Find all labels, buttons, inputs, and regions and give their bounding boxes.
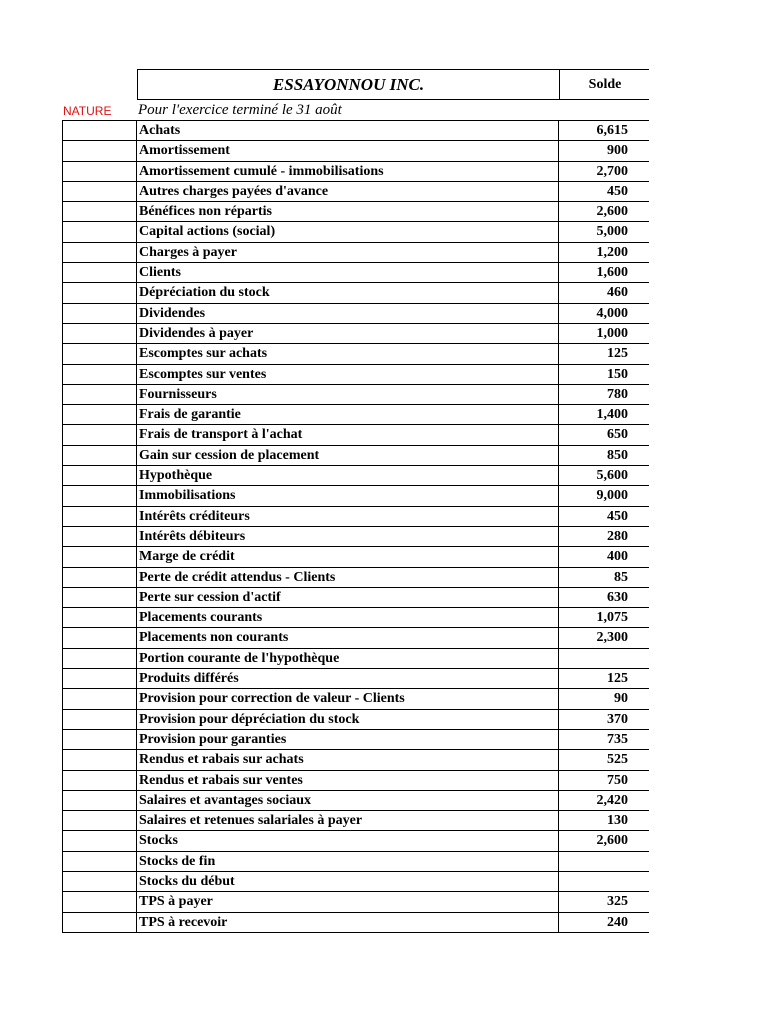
- nature-cell[interactable]: [62, 913, 137, 932]
- solde-cell: 850: [607, 447, 628, 463]
- table-row: [62, 222, 649, 242]
- table-row: [62, 872, 649, 892]
- table-row: [62, 304, 649, 324]
- account-name-cell: Dividendes à payer: [137, 324, 559, 343]
- account-name-cell: Dividendes: [137, 304, 559, 323]
- account-name-cell: Amortissement cumulé - immobilisations: [137, 162, 559, 181]
- nature-cell[interactable]: [62, 568, 137, 587]
- account-name-cell: Amortissement: [137, 141, 559, 160]
- solde-cell: 400: [607, 549, 628, 565]
- table-row: [62, 628, 649, 648]
- nature-cell[interactable]: [62, 791, 137, 810]
- nature-cell[interactable]: [62, 141, 137, 160]
- table-row: [62, 182, 649, 202]
- solde-cell: 650: [607, 427, 628, 443]
- table-row: [62, 568, 649, 588]
- account-name-cell: Escomptes sur ventes: [137, 365, 559, 384]
- solde-cell: 130: [607, 813, 628, 829]
- account-name-cell: Provision pour dépréciation du stock: [137, 710, 559, 729]
- nature-cell[interactable]: [62, 892, 137, 911]
- table-row: [62, 121, 649, 141]
- solde-cell: 280: [607, 528, 628, 544]
- table-row: [62, 283, 649, 303]
- table-row: [62, 608, 649, 628]
- table-row: [62, 466, 649, 486]
- solde-cell: 9,000: [596, 488, 628, 504]
- account-name-cell: TPS à payer: [137, 892, 559, 911]
- account-name-cell: Frais de transport à l'achat: [137, 425, 559, 444]
- solde-cell: 2,420: [596, 792, 628, 808]
- nature-cell[interactable]: [62, 405, 137, 424]
- table-row: [62, 446, 649, 466]
- account-name-cell: Escomptes sur achats: [137, 344, 559, 363]
- nature-cell[interactable]: [62, 608, 137, 627]
- nature-cell[interactable]: [62, 324, 137, 343]
- nature-cell[interactable]: [62, 649, 137, 668]
- account-name-cell: Frais de garantie: [137, 405, 559, 424]
- table-row: [62, 425, 649, 445]
- table-row: [62, 649, 649, 669]
- period-subtitle: Pour l'exercice terminé le 31 août: [138, 102, 342, 118]
- nature-cell[interactable]: [62, 304, 137, 323]
- table-row: [62, 324, 649, 344]
- nature-cell[interactable]: [62, 628, 137, 647]
- table-row: [62, 365, 649, 385]
- solde-cell: 780: [607, 386, 628, 402]
- account-name-cell: Capital actions (social): [137, 222, 559, 241]
- solde-cell: [559, 872, 649, 891]
- account-name-cell: Placements non courants: [137, 628, 559, 647]
- table-row: [62, 791, 649, 811]
- solde-cell: 125: [607, 671, 628, 687]
- table-row: [62, 892, 649, 912]
- solde-cell: 6,615: [596, 123, 628, 138]
- nature-cell[interactable]: [62, 831, 137, 850]
- solde-cell: 2,600: [596, 204, 628, 220]
- account-name-cell: Stocks de fin: [137, 852, 559, 871]
- table-row: [62, 750, 649, 770]
- table-row: [62, 162, 649, 182]
- account-name-cell: Perte de crédit attendus - Clients: [137, 568, 559, 587]
- solde-cell: 630: [607, 589, 628, 605]
- solde-cell: 460: [607, 285, 628, 301]
- nature-cell[interactable]: [62, 446, 137, 465]
- account-name-cell: Dépréciation du stock: [137, 283, 559, 302]
- table-row: [62, 771, 649, 791]
- table-row: [62, 852, 649, 872]
- nature-cell[interactable]: [62, 547, 137, 566]
- nature-cell[interactable]: [62, 730, 137, 749]
- nature-cell[interactable]: [62, 385, 137, 404]
- table-row: [62, 507, 649, 527]
- account-name-cell: Stocks du début: [137, 872, 559, 891]
- table-row: [62, 547, 649, 567]
- solde-cell: 2,700: [596, 163, 628, 179]
- account-name-cell: Salaires et retenues salariales à payer: [137, 811, 559, 830]
- account-name-cell: Bénéfices non répartis: [137, 202, 559, 221]
- nature-cell[interactable]: [62, 425, 137, 444]
- table-row: [62, 913, 649, 933]
- solde-cell: 85: [614, 569, 628, 585]
- solde-cell: 2,300: [596, 630, 628, 646]
- table-row: [62, 405, 649, 425]
- solde-cell: 2,600: [596, 833, 628, 849]
- solde-cell: [559, 852, 649, 871]
- solde-cell: 125: [607, 346, 628, 362]
- account-name-cell: Provision pour garanties: [137, 730, 559, 749]
- account-name-cell: Clients: [137, 263, 559, 282]
- account-name-cell: Intérêts créditeurs: [137, 507, 559, 526]
- nature-cell[interactable]: [62, 222, 137, 241]
- company-title: ESSAYONNOU INC.: [272, 75, 425, 94]
- account-name-cell: TPS à recevoir: [137, 913, 559, 932]
- table-row: [62, 263, 649, 283]
- nature-cell[interactable]: [62, 507, 137, 526]
- solde-cell: 4,000: [596, 305, 628, 321]
- nature-cell[interactable]: [62, 852, 137, 871]
- nature-cell[interactable]: [62, 466, 137, 485]
- table-row: [62, 831, 649, 851]
- nature-cell[interactable]: [62, 750, 137, 769]
- solde-cell: 750: [607, 772, 628, 788]
- account-balance-table: [62, 120, 649, 933]
- solde-cell: 525: [607, 752, 628, 768]
- nature-cell[interactable]: [62, 811, 137, 830]
- table-row: [62, 385, 649, 405]
- solde-cell: [559, 649, 649, 668]
- nature-cell[interactable]: [62, 689, 137, 708]
- account-name-cell: Portion courante de l'hypothèque: [137, 649, 559, 668]
- table-row: [62, 344, 649, 364]
- account-name-cell: Salaires et avantages sociaux: [137, 791, 559, 810]
- account-name-cell: Fournisseurs: [137, 385, 559, 404]
- nature-cell[interactable]: [62, 121, 137, 140]
- table-row: [62, 486, 649, 506]
- nature-cell[interactable]: [62, 162, 137, 181]
- account-name-cell: Achats: [137, 121, 559, 140]
- solde-cell: 450: [607, 508, 628, 524]
- nature-cell[interactable]: [62, 771, 137, 790]
- solde-cell: 900: [607, 143, 628, 159]
- account-name-cell: Marge de crédit: [137, 547, 559, 566]
- table-header: [137, 69, 649, 100]
- nature-cell[interactable]: [62, 365, 137, 384]
- solde-cell: 1,600: [596, 265, 628, 281]
- table-row: [62, 669, 649, 689]
- solde-cell: 1,200: [596, 244, 628, 260]
- nature-cell[interactable]: [62, 243, 137, 262]
- nature-column-label: NATURE: [63, 104, 112, 118]
- solde-cell: 325: [607, 894, 628, 910]
- solde-cell: 1,400: [596, 407, 628, 423]
- solde-cell: 240: [607, 914, 628, 930]
- table-row: [62, 730, 649, 750]
- table-row: [62, 141, 649, 161]
- nature-cell[interactable]: [62, 486, 137, 505]
- account-name-cell: Produits différés: [137, 669, 559, 688]
- nature-cell[interactable]: [62, 669, 137, 688]
- nature-cell[interactable]: [62, 527, 137, 546]
- nature-cell[interactable]: [62, 344, 137, 363]
- account-name-cell: Immobilisations: [137, 486, 559, 505]
- account-name-cell: Rendus et rabais sur ventes: [137, 771, 559, 790]
- table-row: [62, 689, 649, 709]
- solde-cell: 1,000: [596, 325, 628, 341]
- solde-cell: 1,075: [596, 610, 628, 626]
- nature-cell[interactable]: [62, 283, 137, 302]
- table-row: [62, 588, 649, 608]
- nature-cell[interactable]: [62, 872, 137, 891]
- account-name-cell: Autres charges payées d'avance: [137, 182, 559, 201]
- account-name-cell: Gain sur cession de placement: [137, 446, 559, 465]
- solde-cell: 5,000: [596, 224, 628, 240]
- nature-cell[interactable]: [62, 182, 137, 201]
- solde-cell: 5,600: [596, 468, 628, 484]
- nature-cell[interactable]: [62, 710, 137, 729]
- solde-column-header: Solde: [588, 77, 622, 92]
- nature-cell[interactable]: [62, 588, 137, 607]
- account-name-cell: Stocks: [137, 831, 559, 850]
- account-name-cell: Perte sur cession d'actif: [137, 588, 559, 607]
- solde-cell: 735: [607, 731, 628, 747]
- solde-cell: 150: [607, 366, 628, 382]
- nature-cell[interactable]: [62, 202, 137, 221]
- account-name-cell: Charges à payer: [137, 243, 559, 262]
- table-row: [62, 710, 649, 730]
- table-row: [62, 527, 649, 547]
- nature-cell[interactable]: [62, 263, 137, 282]
- table-row: [62, 811, 649, 831]
- account-name-cell: Hypothèque: [137, 466, 559, 485]
- account-name-cell: Intérêts débiteurs: [137, 527, 559, 546]
- solde-cell: 370: [607, 711, 628, 727]
- account-name-cell: Provision pour correction de valeur - Clients: [137, 689, 559, 708]
- account-name-cell: Rendus et rabais sur achats: [137, 750, 559, 769]
- solde-cell: 90: [614, 691, 628, 707]
- table-row: [62, 243, 649, 263]
- account-name-cell: Placements courants: [137, 608, 559, 627]
- table-row: [62, 202, 649, 222]
- solde-cell: 450: [607, 183, 628, 199]
